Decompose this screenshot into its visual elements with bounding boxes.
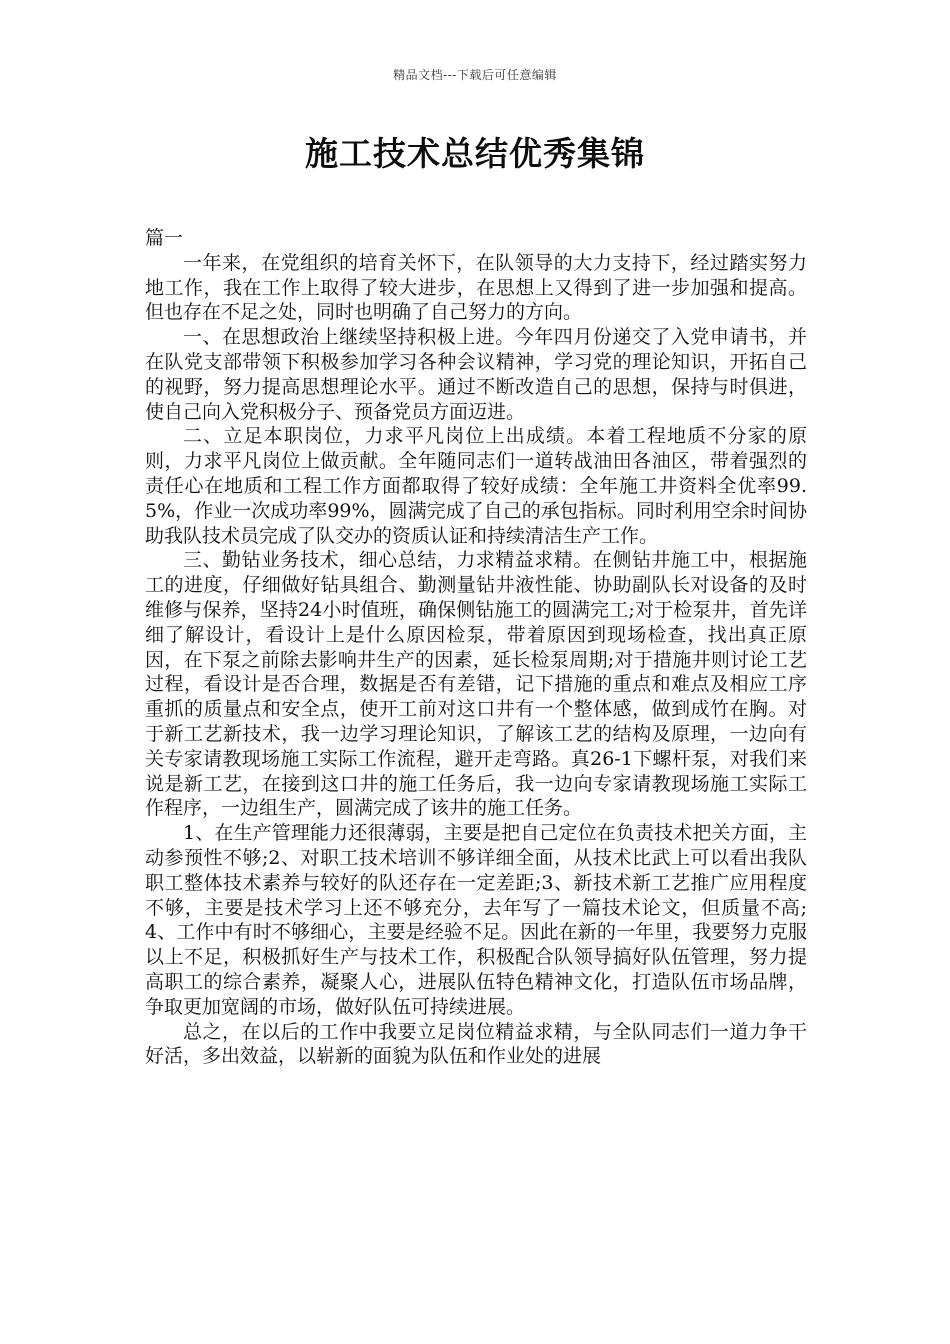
paragraph-shortcomings: 1、在生产管理能力还很薄弱，主要是把自己定位在负责技术把关方面，主动参预性不够;2、对职工技术培训不够详细全面，从技术比武上可以看出我队职工整体技术素养与较好的队还存在一定差距;3、新技术新工艺推广应用程度不够，主要是技术学习上还不够充分，去年写了一篇技术论文，但质量不高;4、工作中有时不够细心，主要是经验不足。因此在新的一年里，我要努力克服以上不足，积极抓好生产与技术工作，积极配合队领导搞好队伍管理，努力提高职工的综合素养，凝聚人心，进展队伍特色精神文化，打造队伍市场品牌，争取更加宽阔的市场，做好队伍可持续进展。 [145,822,807,1018]
paragraph-intro: 一年来，在党组织的培育关怀下，在队领导的大力支持下，经过踏实努力地工作，我在工作上取得了较大进步，在思想上又得到了进一步加强和提高。但也存在不足之处，同时也明确了自己努力的方向。 [145,251,807,324]
paragraph-position: 二、立足本职岗位，力求平凡岗位上出成绩。本着工程地质不分家的原则，力求平凡岗位上做贡献。全年随同志们一道转战油田各油区，带着强烈的责任心在地质和工程工作方面都取得了较好成绩：全年施工井资料全优率99.5%，作业一次成功率99%，圆满完成了自己的承包指标。同时利用空余时间协助我队技术员完成了队交办的资质认证和持续清洁生产工作。 [145,425,807,547]
paragraph-conclusion: 总之，在以后的工作中我要立足岗位精益求精，与全队同志们一道力争干好活，多出效益，以崭新的面貌为队伍和作业处的进展 [145,1020,807,1068]
paragraph-technical: 三、勤钻业务技术，细心总结，力求精益求精。在侧钻井施工中，根据施工的进度，仔细做好钻具组合、勤测量钻井液性能、协助副队长对设备的及时维修与保养，坚持24小时值班，确保侧钻施工的圆满完工;对于检泵井，首先详细了解设计，看设计上是什么原因检泵，带着原因到现场检查，找出真正原因，在下泵之前除去影响井生产的因素，延长检泵周期;对于措施井则讨论工艺过程，看设计是否合理，数据是否有差错，记下措施的重点和难点及相应工序重抓的质量点和安全点，使开工前对这口井有一个整体感，做到成竹在胸。对于新工艺新技术，我一边学习理论知识，了解该工艺的结构及原理，一边向有关专家请教现场施工实际工作流程，避开走弯路。真26-1下螺杆泵，对我们来说是新工艺，在接到这口井的施工任务后，我一边向专家请教现场施工实际工作程序，一边组生产，圆满完成了该井的施工任务。 [145,549,807,820]
document-body [145,226,807,1069]
document-title: 施工技术总结优秀集锦 [305,134,645,173]
header-note: 精品文档---下载后可任意编辑 [393,68,557,82]
section-label: 篇一 [145,227,184,249]
paragraph-political: 一、在思想政治上继续坚持积极上进。今年四月份递交了入党申请书，并在队党支部带领下积极参加学习各种会议精神，学习党的理论知识，开拓自己的视野，努力提高思想理论水平。通过不断改造自己的思想，保持与时俱进，使自己向入党积极分子、预备党员方面迈进。 [145,326,807,423]
